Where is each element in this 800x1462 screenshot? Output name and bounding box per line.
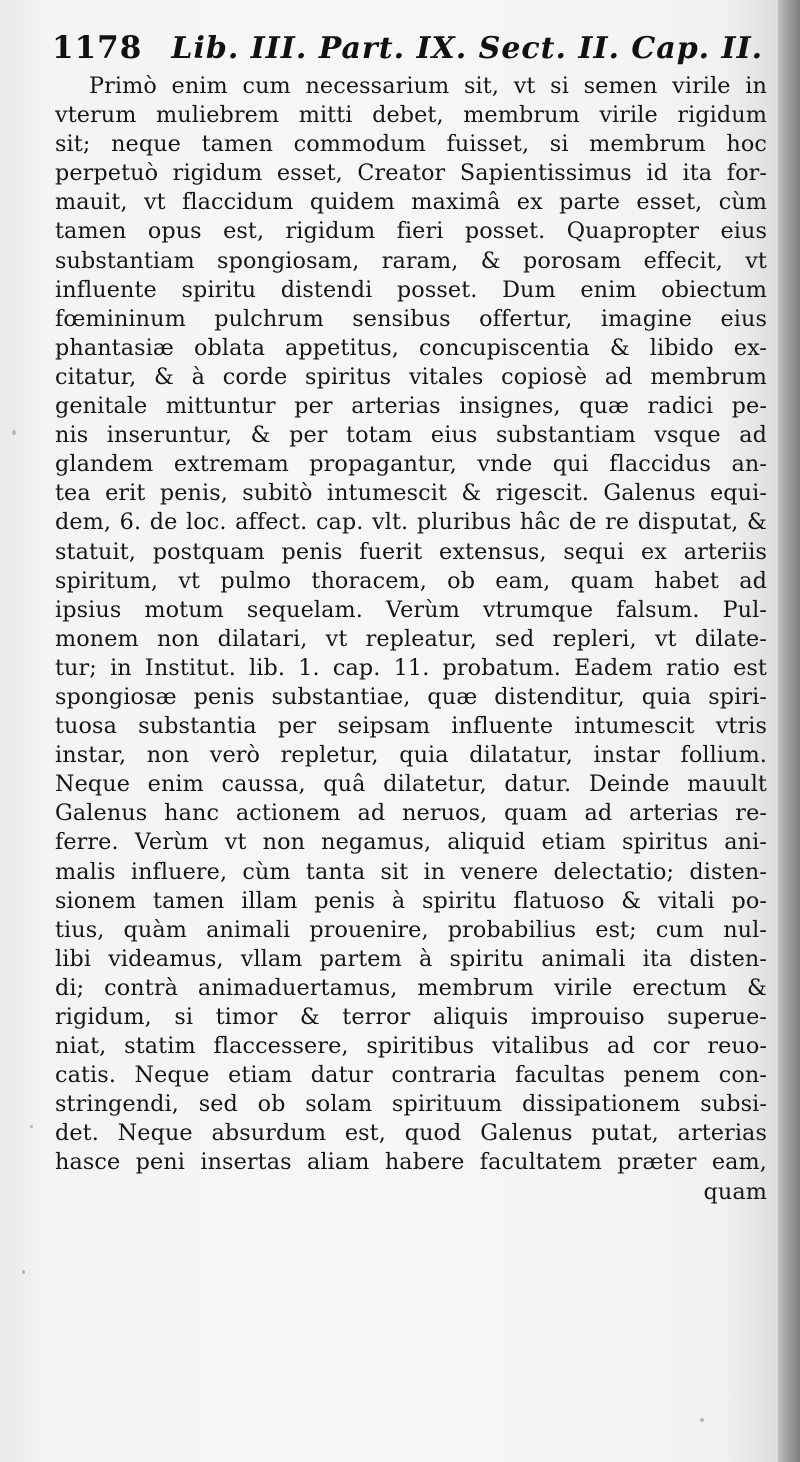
ink-speck (30, 1125, 33, 1128)
text-line: genitale mittuntur per arterias insignes, quæ radici pe- (55, 393, 767, 420)
text-line: ferre. Verùm vt non negamus, aliquid etiam spiritus ani- (55, 829, 767, 856)
text-line: ipsius motum sequelam. Verùm vtrumque falsum. Pul- (55, 596, 767, 623)
text-line: Galenus hanc actionem ad neruos, quam ad arterias re- (55, 800, 767, 827)
running-head: Lib. III. Part. IX. Sect. II. Cap. II. (171, 31, 764, 66)
text-line: libi videamus, vllam partem à spiritu animali ita disten- (55, 945, 767, 972)
ink-speck (22, 1270, 25, 1274)
ink-speck (700, 1418, 704, 1422)
text-line: dem, 6. de loc. affect. cap. vlt. pluribus hâc de re disputat, & (55, 509, 767, 536)
text-line: spiritum, vt pulmo thoracem, ob eam, quam habet ad (55, 567, 767, 594)
text-line: spongiosæ penis substantiae, quæ distenditur, quia spiri- (55, 683, 767, 710)
text-line: tuosa substantia per seipsam influente intumescit vtris (55, 713, 767, 740)
text-line: Primò enim cum necessarium sit, vt si semen virile in (89, 73, 767, 99)
text-line: perpetuò rigidum esset, Creator Sapientissimus id ita for- (55, 160, 767, 187)
text-line: vterum muliebrem mitti debet, membrum virile rigidum (55, 102, 767, 129)
text-line: tius, quàm animali prouenire, probabilius est; cum nul- (55, 916, 767, 943)
page-header (52, 30, 764, 74)
body-text (55, 72, 767, 1207)
text-line: Neque enim caussa, quâ dilatetur, datur. Deinde mauult (55, 771, 767, 798)
text-line: instar, non verò repletur, quia dilatatur, instar follium. (55, 742, 767, 769)
text-line: fœmininum pulchrum sensibus offertur, imagine eius (55, 305, 767, 332)
text-line: tur; in Institut. lib. 1. cap. 11. probatum. Eadem ratio est (55, 654, 767, 681)
text-line: sionem tamen illam penis à spiritu flatuoso & vitali po- (55, 887, 767, 914)
text-line: catis. Neque etiam datur contraria facultas penem con- (55, 1062, 767, 1089)
text-line: phantasiæ oblata appetitus, concupiscentia & libido ex- (55, 334, 767, 361)
text-line: mauit, vt flaccidum quidem maximâ ex parte esset, cùm (55, 189, 767, 216)
text-line: rigidum, si timor & terror aliquis improuiso superue- (55, 1004, 767, 1030)
text-line: nis inseruntur, & per totam eius substantiam vsque ad (55, 422, 767, 449)
text-line: tamen opus est, rigidum fieri posset. Quapropter eius (55, 218, 767, 245)
catchword: quam (703, 1178, 767, 1205)
text-line: det. Neque absurdum est, quod Galenus putat, arterias (55, 1120, 767, 1147)
text-line: citatur, & à corde spiritus vitales copiosè ad membrum (55, 363, 767, 390)
text-line: substantiam spongiosam, raram, & porosam effecit, vt (55, 247, 767, 274)
page-edge-shadow (778, 0, 800, 1462)
text-line: statuit, postquam penis fuerit extensus, sequi ex arteriis (55, 538, 767, 565)
text-line: monem non dilatari, vt repleatur, sed repleri, vt dilate- (55, 625, 767, 652)
text-line: malis influere, cùm tanta sit in venere delectatio; disten- (55, 858, 767, 885)
page-number: 1178 (52, 30, 143, 66)
text-line: stringendi, sed ob solam spirituum dissipationem subsi- (55, 1091, 767, 1118)
ink-speck (12, 430, 16, 435)
text-line: influente spiritu distendi posset. Dum enim obiectum (55, 276, 767, 303)
text-line: glandem extremam propagantur, vnde qui flaccidus an- (55, 451, 767, 478)
text-line: di; contrà animaduertamus, membrum virile erectum & (55, 974, 767, 1001)
text-line: hasce peni insertas aliam habere facultatem præter eam, (55, 1149, 767, 1176)
text-line: niat, statim flaccessere, spiritibus vitalibus ad cor reuo- (55, 1033, 767, 1060)
text-line: sit; neque tamen commodum fuisset, si membrum hoc (55, 131, 767, 158)
text-line: tea erit penis, subitò intumescit & rigescit. Galenus equi- (55, 480, 767, 507)
